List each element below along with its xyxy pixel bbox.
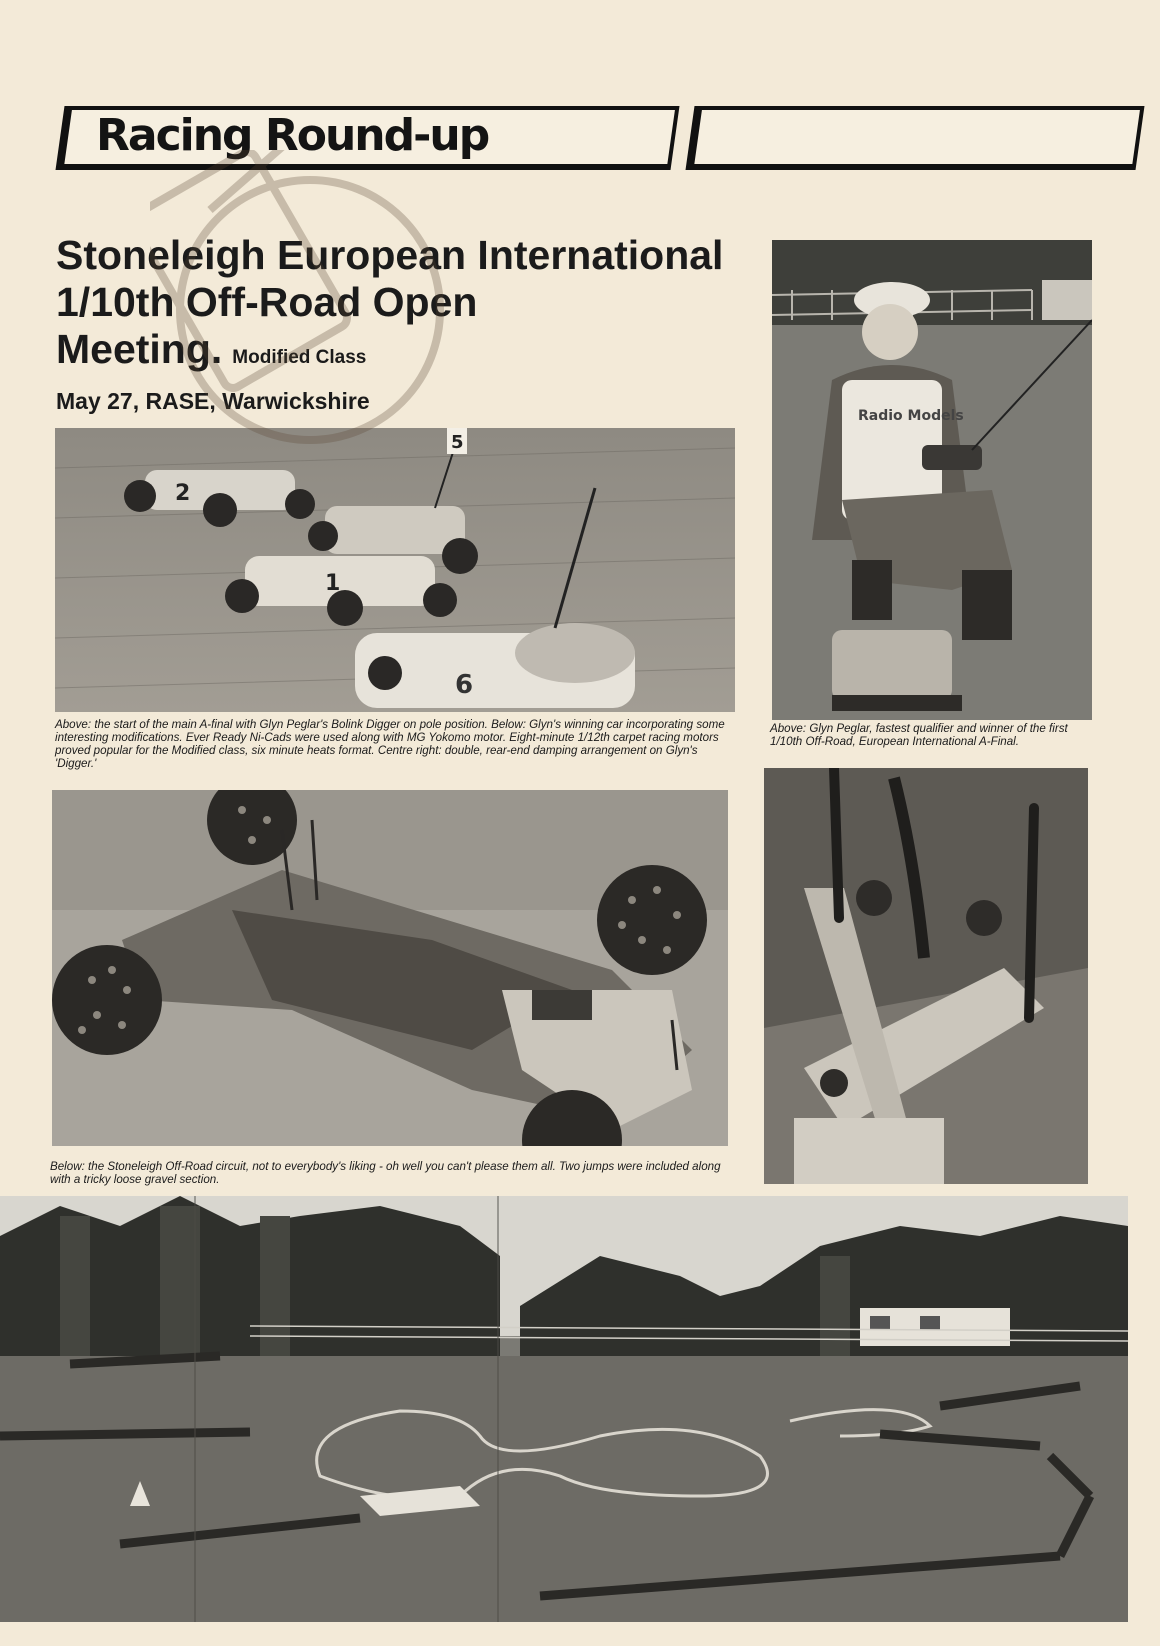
section-title: Racing Round-up	[96, 110, 489, 161]
caption-driver: Above: Glyn Peglar, fastest qualifier and winner of the first 1/10th Off-Road, European International A-Final.	[770, 722, 1068, 748]
car-number: 6	[455, 670, 474, 700]
dateline: May 27, RASE, Warwickshire	[56, 388, 370, 414]
photo-rear-damping	[764, 768, 1088, 1184]
class-label: Modified Class	[232, 347, 367, 368]
bib-text: Radio Models	[858, 408, 964, 424]
caption-circuit: Below: the Stoneleigh Off-Road circuit, not to everybody's liking - oh well you can't please them all. Two jumps were included along with a tricky loose gravel section.	[50, 1160, 721, 1186]
photo-winning-car	[52, 790, 728, 1146]
car-number: 5	[451, 432, 464, 453]
article-headline	[56, 232, 736, 381]
headline-text: Stoneleigh European International 1/10th Off-Road Open Meeting.	[56, 232, 724, 372]
caption-main-top: Above: the start of the main A-final with Glyn Peglar's Bolink Digger on pole position. Below: Glyn's winning car incorporating some interesting modifications. Ever Ready Ni-Cads were used along with MG Yokomo motor. Eight-minute 1/12th carpet racing motors proved popular for the Modified class, six minute heats format. Centre right: double, rear-end damping arrangement on Glyn's 'Digger.'	[55, 718, 725, 770]
car-number: 2	[175, 481, 191, 506]
header-banner-right	[686, 106, 1145, 170]
photo-race-start	[55, 428, 735, 712]
photo-driver	[772, 240, 1092, 720]
photo-circuit	[0, 1196, 1128, 1622]
car-number: 1	[325, 571, 341, 596]
